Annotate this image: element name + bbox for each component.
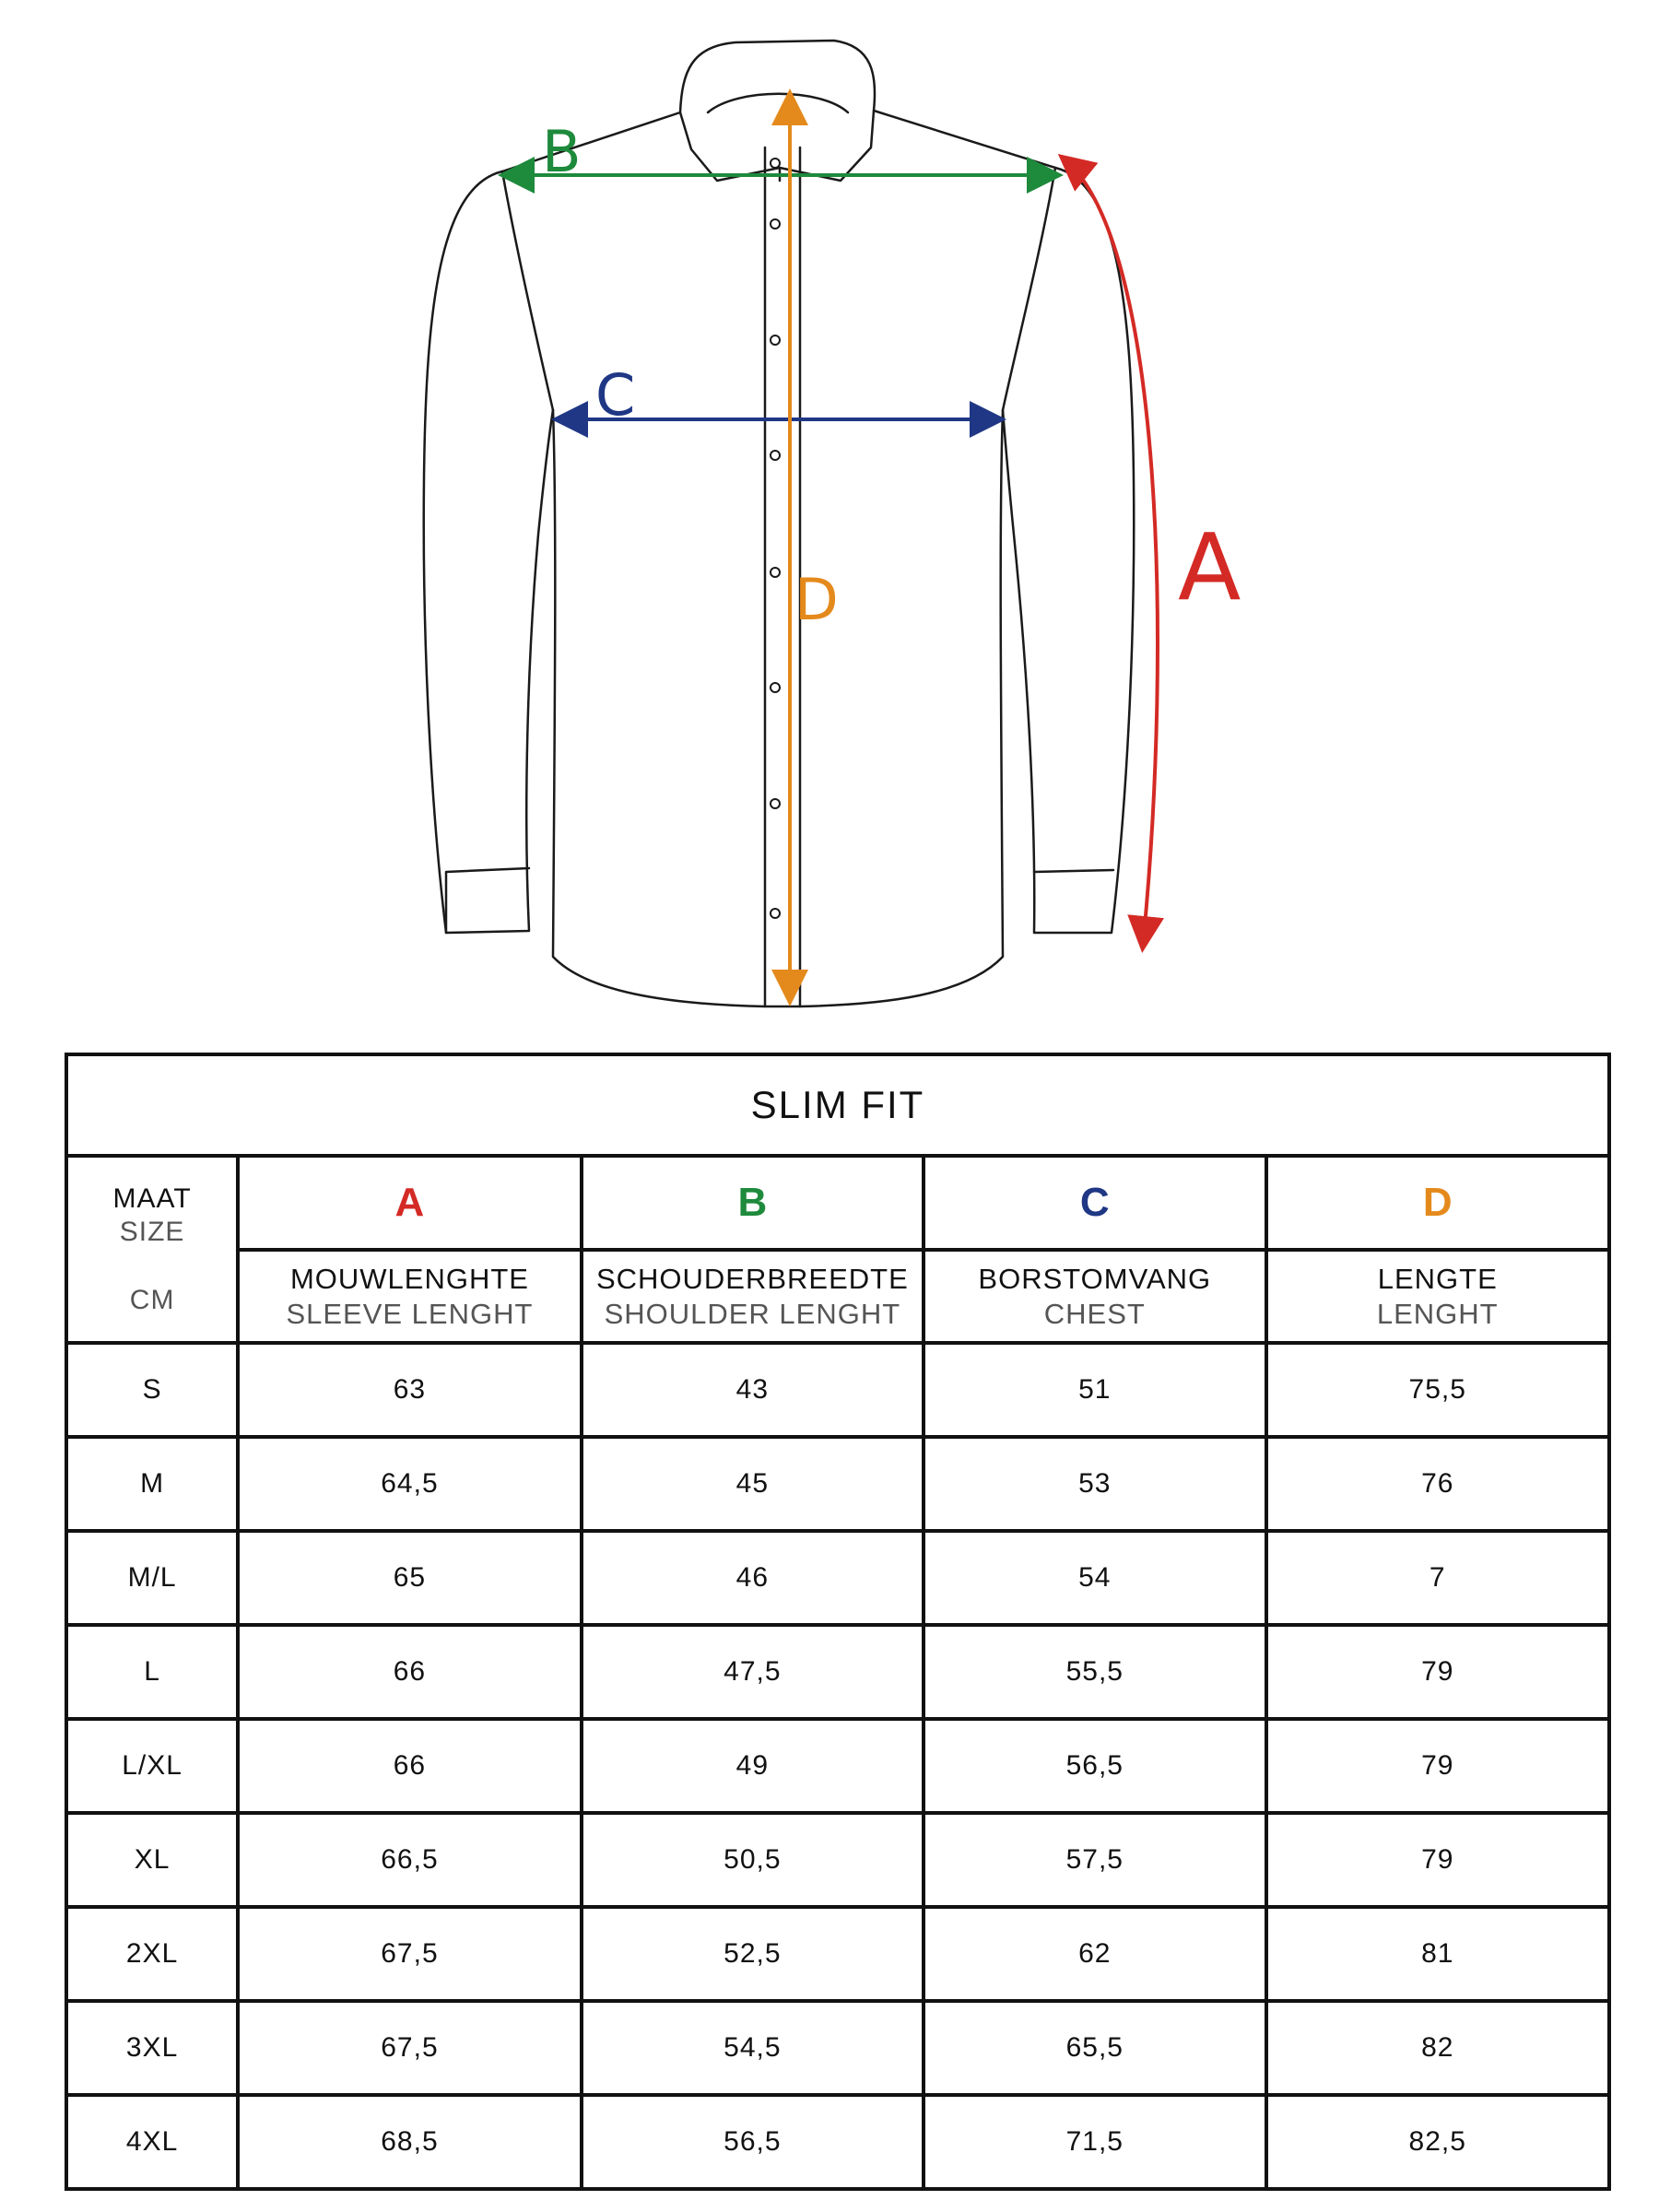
dimension-lines bbox=[505, 96, 1158, 999]
dimension-letters bbox=[542, 118, 1241, 633]
sleeve-cell: 68,5 bbox=[238, 2095, 581, 2189]
column-label-d bbox=[1266, 1250, 1610, 1343]
column-letter-c: C bbox=[924, 1156, 1265, 1250]
dimension-label-a: A bbox=[1178, 513, 1241, 621]
column-label-en: CHEST bbox=[1043, 1297, 1146, 1330]
length-cell: 75,5 bbox=[1266, 1343, 1610, 1437]
sleeve-cell: 67,5 bbox=[238, 1907, 581, 2001]
chest-cell: 57,5 bbox=[924, 1813, 1265, 1907]
sleeve-cell: 65 bbox=[238, 1531, 581, 1625]
button-icon bbox=[771, 568, 780, 577]
button-icon bbox=[771, 335, 780, 345]
button-icon bbox=[771, 451, 780, 460]
size-cell: M/L bbox=[66, 1531, 238, 1625]
dimension-label-d: D bbox=[794, 566, 839, 633]
chest-cell: 53 bbox=[924, 1437, 1265, 1531]
shirt-outline bbox=[424, 41, 1135, 1006]
table-row bbox=[66, 1907, 1609, 2001]
size-cell: S bbox=[66, 1343, 238, 1437]
table-row bbox=[66, 1625, 1609, 1719]
shirt-diagram-svg bbox=[0, 0, 1659, 1032]
chest-cell: 55,5 bbox=[924, 1625, 1265, 1719]
column-letter-d: D bbox=[1266, 1156, 1610, 1250]
shoulder-cell: 52,5 bbox=[582, 1907, 924, 2001]
title-row bbox=[66, 1054, 1609, 1156]
column-label-en: SLEEVE LENGHT bbox=[286, 1297, 534, 1330]
column-label-a bbox=[238, 1250, 581, 1343]
shoulder-cell: 47,5 bbox=[582, 1625, 924, 1719]
size-header-nl: MAAT bbox=[112, 1182, 192, 1214]
column-label-b bbox=[582, 1250, 924, 1343]
column-label-row bbox=[66, 1250, 1609, 1343]
size-cell: M bbox=[66, 1437, 238, 1531]
column-letter-a: A bbox=[238, 1156, 581, 1250]
dimension-label-b: B bbox=[542, 118, 582, 185]
shoulder-cell: 45 bbox=[582, 1437, 924, 1531]
button-icon bbox=[771, 159, 780, 168]
table-row bbox=[66, 2095, 1609, 2189]
size-header-en: SIZE bbox=[119, 1216, 185, 1247]
column-label-nl: LENGTE bbox=[1377, 1262, 1498, 1295]
table-row bbox=[66, 1437, 1609, 1531]
length-cell: 7 bbox=[1266, 1531, 1610, 1625]
shirt-diagram bbox=[0, 0, 1659, 1032]
length-cell: 82 bbox=[1266, 2001, 1610, 2095]
shoulder-cell: 50,5 bbox=[582, 1813, 924, 1907]
shirt-buttons bbox=[771, 159, 780, 918]
table-row bbox=[66, 1343, 1609, 1437]
table-title: SLIM FIT bbox=[66, 1054, 1609, 1156]
chest-cell: 56,5 bbox=[924, 1719, 1265, 1813]
chest-cell: 71,5 bbox=[924, 2095, 1265, 2189]
sleeve-cell: 63 bbox=[238, 1343, 581, 1437]
length-cell: 81 bbox=[1266, 1907, 1610, 2001]
dimension-label-c: C bbox=[595, 361, 636, 429]
size-cell: 2XL bbox=[66, 1907, 238, 2001]
column-label-nl: MOUWLENGHTE bbox=[289, 1262, 529, 1295]
chest-cell: 54 bbox=[924, 1531, 1265, 1625]
column-label-en: SHOULDER LENGHT bbox=[604, 1297, 901, 1330]
size-cell: XL bbox=[66, 1813, 238, 1907]
chest-cell: 65,5 bbox=[924, 2001, 1265, 2095]
length-cell: 79 bbox=[1266, 1625, 1610, 1719]
chest-cell: 62 bbox=[924, 1907, 1265, 2001]
sleeve-cell: 66 bbox=[238, 1719, 581, 1813]
length-cell: 79 bbox=[1266, 1719, 1610, 1813]
column-label-c bbox=[924, 1250, 1265, 1343]
sleeve-arrow bbox=[1064, 159, 1158, 946]
button-icon bbox=[771, 909, 780, 918]
table-row bbox=[66, 1813, 1609, 1907]
column-label-nl: SCHOUDERBREEDTE bbox=[595, 1262, 909, 1295]
table-row bbox=[66, 2001, 1609, 2095]
shoulder-cell: 56,5 bbox=[582, 2095, 924, 2189]
table-row bbox=[66, 1719, 1609, 1813]
table-row bbox=[66, 1531, 1609, 1625]
size-header-cell bbox=[66, 1156, 238, 1343]
shoulder-cell: 43 bbox=[582, 1343, 924, 1437]
sleeve-cell: 64,5 bbox=[238, 1437, 581, 1531]
button-icon bbox=[771, 683, 780, 692]
sleeve-cell: 66,5 bbox=[238, 1813, 581, 1907]
shoulder-cell: 46 bbox=[582, 1531, 924, 1625]
size-cell: 4XL bbox=[66, 2095, 238, 2189]
length-cell: 82,5 bbox=[1266, 2095, 1610, 2189]
chest-cell: 51 bbox=[924, 1343, 1265, 1437]
size-cell: L bbox=[66, 1625, 238, 1719]
length-cell: 76 bbox=[1266, 1437, 1610, 1531]
unit-label: CM bbox=[129, 1284, 175, 1315]
size-cell: L/XL bbox=[66, 1719, 238, 1813]
button-icon bbox=[771, 799, 780, 808]
shoulder-cell: 54,5 bbox=[582, 2001, 924, 2095]
sleeve-cell: 67,5 bbox=[238, 2001, 581, 2095]
shoulder-cell: 49 bbox=[582, 1719, 924, 1813]
column-label-nl: BORSTOMVANG bbox=[978, 1262, 1212, 1295]
column-letter-b: B bbox=[582, 1156, 924, 1250]
size-cell: 3XL bbox=[66, 2001, 238, 2095]
letter-row bbox=[66, 1156, 1609, 1250]
length-cell: 79 bbox=[1266, 1813, 1610, 1907]
size-table bbox=[65, 1053, 1611, 2191]
column-label-en: LENGHT bbox=[1376, 1297, 1499, 1330]
sleeve-cell: 66 bbox=[238, 1625, 581, 1719]
button-icon bbox=[771, 219, 780, 229]
